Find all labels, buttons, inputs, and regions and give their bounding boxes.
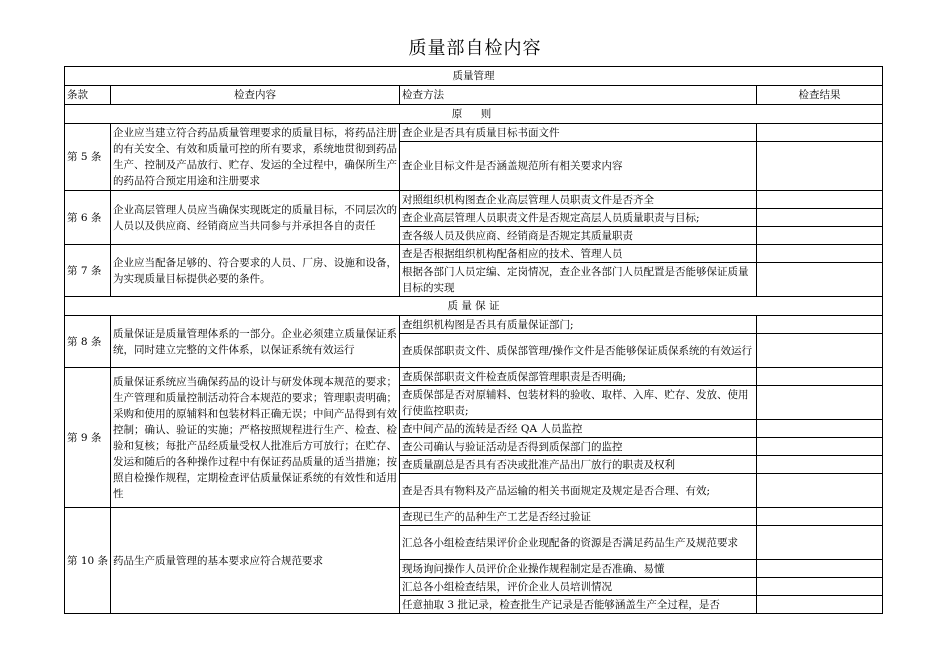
- result-cell[interactable]: [757, 191, 883, 209]
- clause-label: 第 9 条: [65, 368, 111, 508]
- result-cell[interactable]: [757, 456, 883, 474]
- result-cell[interactable]: [757, 596, 883, 614]
- result-cell[interactable]: [757, 438, 883, 456]
- table-row: [65, 316, 883, 334]
- check-method: 查企业目标文件是否涵盖规范所有相关要求内容: [400, 142, 757, 191]
- table-section-header: [65, 67, 883, 86]
- clause-label: 第 6 条: [65, 191, 111, 245]
- check-method: 查企业高层管理人员职责文件是否规定高层人员质量职责与目标;: [400, 209, 757, 227]
- result-cell[interactable]: [757, 386, 883, 420]
- check-method: 现场询问操作人员评价企业操作规程制定是否准确、易懂: [400, 560, 757, 578]
- clause-label: 第 8 条: [65, 316, 111, 368]
- result-cell[interactable]: [757, 578, 883, 596]
- result-cell[interactable]: [757, 368, 883, 386]
- result-cell[interactable]: [757, 508, 883, 526]
- check-method: 查是否具有物料及产品运输的相关书面规定及规定是否合理、有效;: [400, 474, 757, 508]
- clause-content: 企业应当建立符合药品质量管理要求的质量目标，将药品注册的有关安全、有效和质量可控的所有要求，系统地贯彻到药品生产、控制及产品放行、贮存、发运的全过程中，确保所生产的药品符合预定用途和注册要求: [111, 124, 400, 191]
- column-header-result: 检查结果: [757, 86, 883, 105]
- section-title-quality-management: 质量管理: [65, 67, 883, 86]
- column-header-content: 检查内容: [111, 86, 400, 105]
- check-method: 查公司确认与验证活动是否得到质保部门的监控: [400, 438, 757, 456]
- clause-content: 质量保证是质量管理体系的一部分。企业必须建立质量保证系统，同时建立完整的文件体系，以保证系统有效运行: [111, 316, 400, 368]
- section-title-qa: 质 量 保 证: [65, 297, 883, 316]
- result-cell[interactable]: [757, 142, 883, 191]
- table-row: [65, 191, 883, 209]
- table-row: [65, 245, 883, 263]
- clause-content: 企业高层管理人员应当确保实现既定的质量目标，不同层次的人员以及供应商、经销商应当共同参与并承担各自的责任: [111, 191, 400, 245]
- result-cell[interactable]: [757, 526, 883, 560]
- section-title-principle: 原 则: [65, 105, 883, 124]
- check-method: 根据各部门人员定编、定岗情况，查企业各部门人员配置是否能够保证质量目标的实现: [400, 263, 757, 297]
- clause-content: 药品生产质量管理的基本要求应符合规范要求: [111, 508, 400, 614]
- check-method: 汇总各小组检查结果，评价企业人员培训情况: [400, 578, 757, 596]
- column-header-clause: 条款: [65, 86, 111, 105]
- check-method: 查是否根据组织机构配备相应的技术、管理人员: [400, 245, 757, 263]
- clause-content: 企业应当配备足够的、符合要求的人员、厂房、设施和设备，为实现质量目标提供必要的条件。: [111, 245, 400, 297]
- section-row-qa: [65, 297, 883, 316]
- check-method: 对照组织机构图查企业高层管理人员职责文件是否齐全: [400, 191, 757, 209]
- result-cell[interactable]: [757, 124, 883, 142]
- check-method: 查企业是否具有质量目标书面文件: [400, 124, 757, 142]
- check-method: 汇总各小组检查结果评价企业现配备的资源是否满足药品生产及规范要求: [400, 526, 757, 560]
- table-column-headers: [65, 86, 883, 105]
- table-row: [65, 368, 883, 386]
- result-cell[interactable]: [757, 420, 883, 438]
- check-method: 查组织机构图是否具有质量保证部门;: [400, 316, 757, 334]
- result-cell[interactable]: [757, 316, 883, 334]
- table-row: [65, 508, 883, 526]
- check-method: 查质量副总是否具有否决或批准产品出厂放行的职责及权利: [400, 456, 757, 474]
- clause-label: 第 5 条: [65, 124, 111, 191]
- table-row: [65, 124, 883, 142]
- clause-label: 第 7 条: [65, 245, 111, 297]
- result-cell[interactable]: [757, 263, 883, 297]
- check-method: 查中间产品的流转是否经 QA 人员监控: [400, 420, 757, 438]
- result-cell[interactable]: [757, 560, 883, 578]
- check-method: 查各级人员及供应商、经销商是否规定其质量职责: [400, 227, 757, 245]
- result-cell[interactable]: [757, 245, 883, 263]
- result-cell[interactable]: [757, 227, 883, 245]
- check-method: 任意抽取 3 批记录，检查批生产记录是否能够涵盖生产全过程，是否: [400, 596, 757, 614]
- result-cell[interactable]: [757, 209, 883, 227]
- result-cell[interactable]: [757, 334, 883, 368]
- document-title: 质量部自检内容: [408, 38, 542, 59]
- inspection-table: [64, 66, 883, 614]
- check-method: 查质保部职责文件检查质保部管理职责是否明确;: [400, 368, 757, 386]
- clause-label: 第 10 条: [65, 508, 111, 614]
- check-method: 查现已生产的品种生产工艺是否经过验证: [400, 508, 757, 526]
- check-method: 查质保部是否对原辅料、包装材料的验收、取样、入库、贮存、发放、使用行使监控职责;: [400, 386, 757, 420]
- result-cell[interactable]: [757, 474, 883, 508]
- column-header-method: 检查方法: [400, 86, 757, 105]
- clause-content: 质量保证系统应当确保药品的设计与研发体现本规范的要求；生产管理和质量控制活动符合本规范的要求；管理职责明确；采购和使用的原辅料和包装材料正确无误；中间产品得到有效控制；确认、验证的实施；严格按照规程进行生产、检查、检验和复核；每批产品经质量受权人批准后方可放行；在贮存、发运和随后的各种操作过程中有保证药品质量的适当措施；按照自检操作规程，定期检查评估质量保证系统的有效性和适用性: [111, 368, 400, 508]
- section-row-principle: [65, 105, 883, 124]
- check-method: 查质保部职责文件、质保部管理/操作文件是否能够保证质保系统的有效运行: [400, 334, 757, 368]
